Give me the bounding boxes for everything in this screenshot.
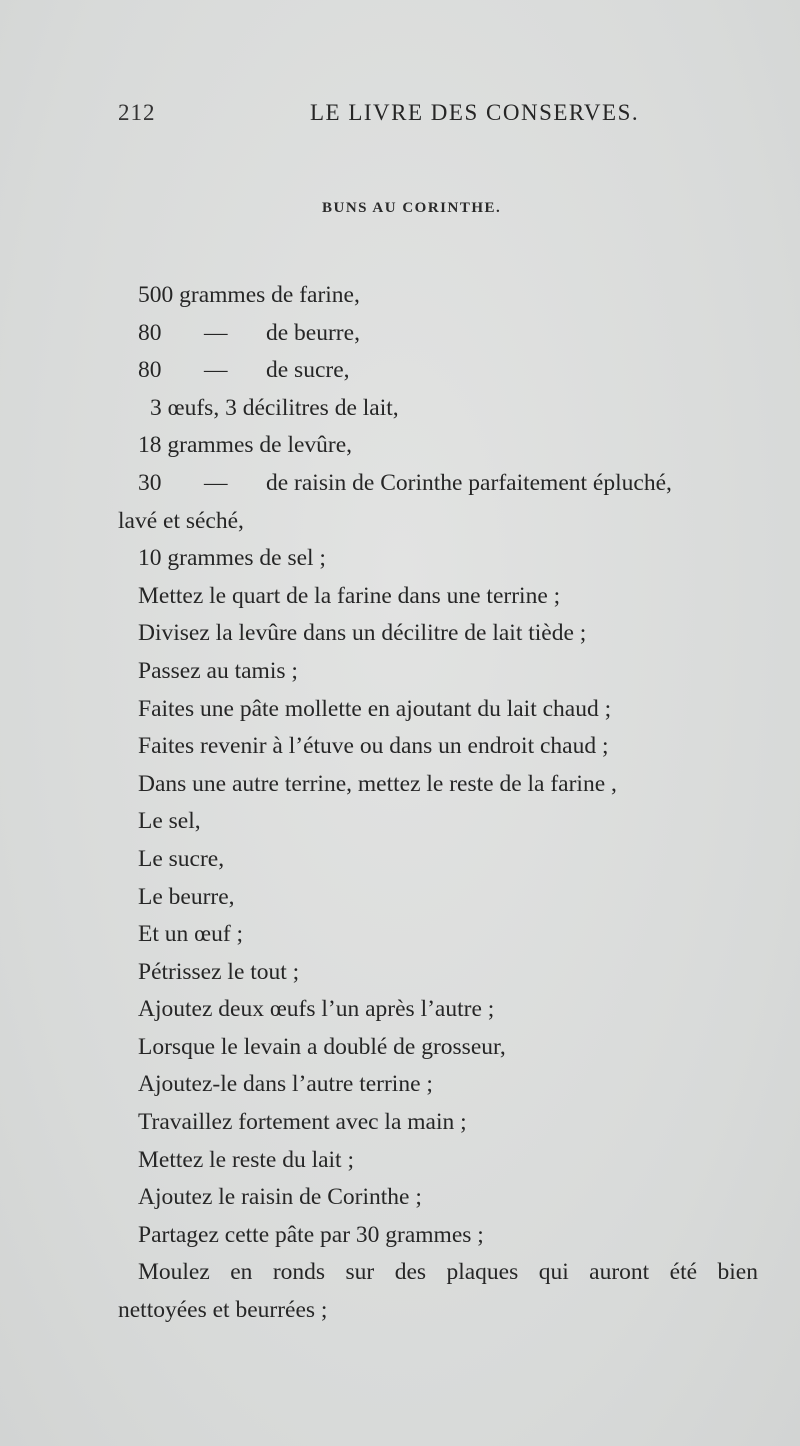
ingredient-text: de beurre, — [266, 319, 360, 346]
recipe-body — [118, 277, 758, 1330]
ingredient-text: de sucre, — [266, 357, 350, 384]
step: Faites une pâte mollette en ajoutant du lait chaud ; — [138, 695, 612, 722]
step: Partagez cette pâte par 30 grammes ; — [138, 1221, 484, 1248]
word: bien — [717, 1259, 758, 1286]
step: Mettez le reste du lait ; — [138, 1146, 354, 1173]
word: ronds — [272, 1259, 326, 1286]
ingredient-text: de raisin de Corinthe parfaitement épluché, — [266, 469, 672, 496]
step: Le beurre, — [138, 883, 235, 910]
ingredient-qty: 80 — [138, 319, 162, 346]
running-head — [0, 100, 800, 134]
ingredient-butter — [118, 315, 758, 353]
word: été — [669, 1259, 698, 1286]
word: des — [394, 1259, 427, 1286]
step-continued: nettoyées et beurrées ; — [118, 1297, 328, 1324]
step: Ajoutez-le dans l’autre terrine ; — [138, 1071, 433, 1098]
step: Ajoutez deux œufs l’un après l’autre ; — [138, 996, 495, 1023]
ingredient-yeast: 18 grammes de levûre, — [138, 432, 353, 459]
ingredient-flour: 500 grammes de farine, — [138, 282, 360, 308]
step: Et un œuf ; — [138, 921, 244, 948]
step: Pétrissez le tout ; — [138, 958, 300, 985]
step: Dans une autre terrine, mettez le reste de la farine , — [138, 770, 617, 797]
word: sur — [345, 1259, 375, 1286]
running-title: LE LIVRE DES CONSERVES. — [310, 100, 640, 125]
step: Travaillez fortement avec la main ; — [138, 1109, 467, 1136]
step: Le sel, — [138, 808, 201, 835]
word: en — [230, 1259, 253, 1286]
step: Faites revenir à l’étuve ou dans un endroit chaud ; — [138, 733, 609, 760]
word: Moulez — [138, 1259, 210, 1286]
step: Ajoutez le raisin de Corinthe ; — [138, 1184, 422, 1211]
step: Mettez le quart de la farine dans une terrine ; — [138, 582, 561, 609]
ingredient-salt: 10 grammes de sel ; — [138, 545, 326, 572]
recipe-title: BUNS AU CORINTHE. — [322, 200, 502, 216]
ingredient-raisin — [118, 465, 758, 503]
ingredient-raisin-continued: lavé et séché, — [118, 507, 244, 534]
step: Le sucre, — [138, 845, 225, 872]
step-justified-line — [118, 1254, 758, 1292]
word: auront — [589, 1259, 650, 1286]
ingredient-sugar — [118, 352, 758, 390]
step: Divisez la levûre dans un décilitre de lait tiède ; — [138, 620, 587, 647]
page-number: 212 — [118, 100, 156, 125]
ditto-dash: — — [204, 469, 228, 496]
ingredient-eggs-milk: 3 œufs, 3 décilitres de lait, — [150, 394, 399, 421]
step: Lorsque le levain a doublé de grosseur, — [138, 1033, 506, 1060]
step: Passez au tamis ; — [138, 657, 298, 684]
ditto-dash: — — [204, 319, 228, 346]
word: plaques — [446, 1259, 519, 1286]
ingredient-qty: 80 — [138, 357, 162, 384]
ingredient-qty: 30 — [138, 469, 162, 496]
word: qui — [538, 1259, 569, 1286]
ditto-dash: — — [204, 357, 228, 384]
